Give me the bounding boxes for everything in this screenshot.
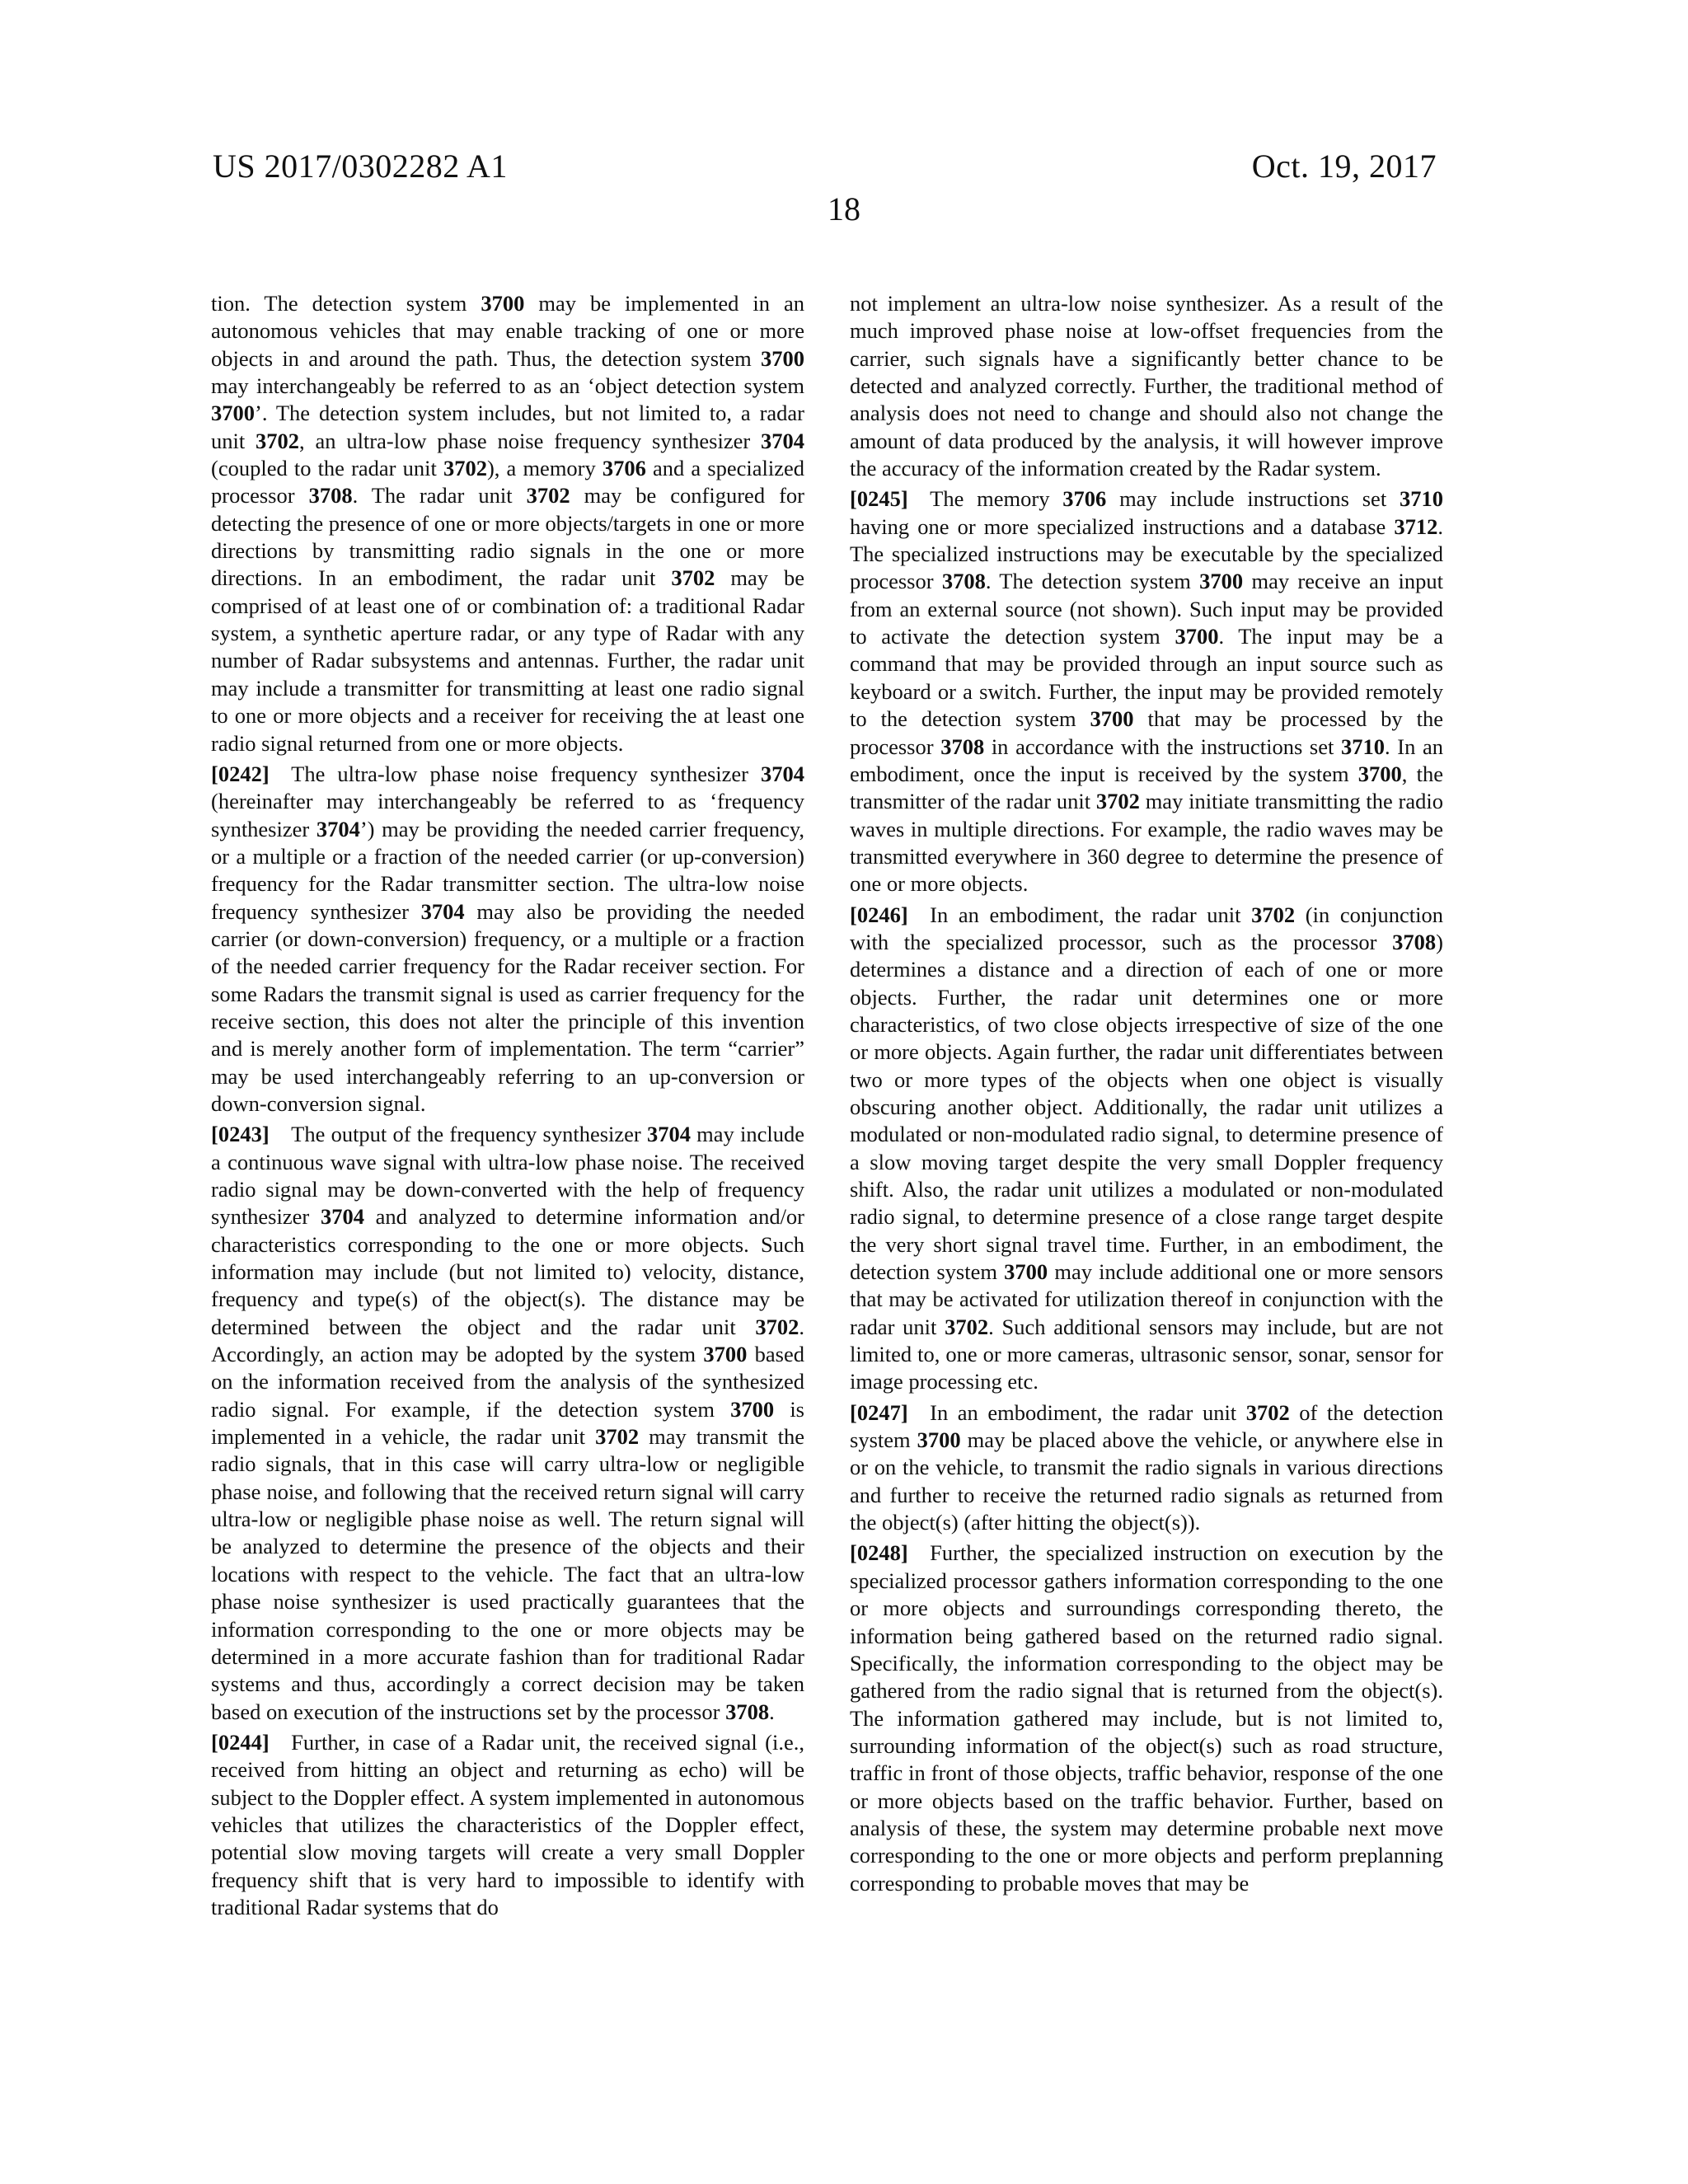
paragraph-text: In an embodiment, the radar unit 3702 of the detection system 3700 may be placed above the vehicle, or anywhere else in or on the vehicle, to transmit the radio signals in various directions and further to receive the returned radio signals as returned from the object(s) (after hitting the object(s)). [850,1399,1443,1535]
paragraph [850,290,1443,482]
paragraph [850,1399,1443,1537]
paragraph [850,1540,1443,1896]
paragraph-text: tion. The detection system 3700 may be implemented in an autonomous vehicles that may enable tracking of one or more objects in and around the path. Thus, the detection system 3700 may interchangeably be referred to as an ‘object detection system 3700’. The detection system includes, but not limited to, a radar unit 3702, an ultra-low phase noise frequency synthesizer 3704 (coupled to the radar unit 3702), a memory 3706 and a specialized processor 3708. The radar unit 3702 may be configured for detecting the presence of one or more objects/targets in one or more directions by transmitting radio signals in the one or more directions. In an embodiment, the radar unit 3702 may be comprised of at least one of or combination of: a traditional Radar system, a synthetic aperture radar, or any type of Radar with any number of Radar subsystems and antennas. Further, the radar unit may include a transmitter for transmitting at least one radio signal to one or more objects and a receiver for receiving the at least one radio signal returned from one or more objects. [211,291,804,756]
page-number: 18 [828,190,860,227]
paragraph-number: [0248] [850,1540,908,1566]
paragraph-text: The memory 3706 may include instructions set 3710 having one or more specialized instructions and a database 3712. The specialized instructions may be executable by the specialized processor 3708. The detection system 3700 may receive an input from an external source (not shown). Such input may be provided to activate the detection system 3700. The input may be a command that may be provided through an input source such as keyboard or a switch. Further, the input may be provided remotely to the detection system 3700 that may be processed by the processor 3708 in accordance with the instructions set 3710. In an embodiment, once the input is received by the system 3700, the transmitter of the radar unit 3702 may initiate transmitting the radio waves in multiple directions. For example, the radio waves may be transmitted everywhere in 360 degree to determine the presence of one or more objects. [850,486,1444,897]
paragraph [211,761,804,1118]
left-column [211,290,804,1924]
paragraph-text: The output of the frequency synthesizer 3704 may include a continuous wave signal with ultra-low phase noise. The received radio signal may be down-converted with the help of frequency synthesizer 3704 and analyzed to determine information and/or characteristics corresponding to the one or more objects. Such information may include (but not limited to) velocity, distance, frequency and type(s) of the object(s). The distance may be determined between the object and the radar unit 3702. Accordingly, an action may be adopted by the system 3700 based on the information received from the analysis of the synthesized radio signal. For example, if the detection system 3700 is implemented in a vehicle, the radar unit 3702 may transmit the radio signals, that in this case will carry ultra-low or negligible phase noise, and following that the received return signal will carry ultra-low or negligible phase noise as well. The return signal will be analyzed to determine the presence of the objects and their locations with respect to the vehicle. The fact that an ultra-low phase noise synthesizer is used practically guarantees that the information corresponding to the one or more objects may be determined in a more accurate fashion than for traditional Radar systems and thus, accordingly a correct decision may be taken based on execution of the instructions set by the processor 3708. [211,1122,805,1724]
paragraph [211,1729,804,1921]
paragraph-number: [0245] [850,486,908,512]
paragraph [850,902,1443,1396]
paragraph [211,290,804,757]
paragraph-number: [0244] [211,1729,270,1755]
publication-date: Oct. 19, 2017 [1251,148,1437,185]
paragraph-number: [0242] [211,761,270,786]
paragraph-number: [0243] [211,1122,270,1147]
paragraph-number: [0246] [850,902,908,927]
paragraph-text: In an embodiment, the radar unit 3702 (in conjunction with the specialized processor, such as the processor 3708) determines a distance and a direction of each of one or more objects. Further, the radar unit determines one or more characteristics, of two close objects irrespective of size of the one or more objects. Again further, the radar unit differentiates between two or more types of the objects when one object is visually obscuring another object. Additionally, the radar unit utilizes a modulated or non-modulated radio signal, to determine presence of a slow moving target despite the very small Doppler frequency shift. Also, the radar unit utilizes a modulated or non-modulated radio signal, to determine presence of a close range target despite the very short signal travel time. Further, in an embodiment, the detection system 3700 may include additional one or more sensors that may be activated for utilization thereof in conjunction with the radar unit 3702. Such additional sensors may include, but are not limited to, one or more cameras, ultrasonic sensor, sonar, sensor for image processing etc. [850,902,1443,1394]
paragraph [850,485,1443,898]
paragraph [211,1121,804,1726]
paragraph-number: [0247] [850,1399,908,1425]
publication-number: US 2017/0302282 A1 [213,148,508,185]
paragraph-text: not implement an ultra-low noise synthesizer. As a result of the much improved phase noise at low-offset frequencies from the carrier, such signals have a significantly better chance to be detected and analyzed correctly. Further, the traditional method of analysis does not need to change and should also not change the amount of data produced by the analysis, it will however improve the accuracy of the information created by the Radar system. [850,291,1443,481]
paragraph-text: Further, the specialized instruction on execution by the specialized processor gathers information corresponding to the one or more objects and surroundings corresponding thereto, the information being gathered based on the returned radio signal. Specifically, the information corresponding to the object may be gathered from the radio signal that is returned from the object(s). The information gathered may include, but is not limited to, surrounding information of the object(s) such as road structure, traffic in front of those objects, traffic behavior, response of the one or more objects based on the traffic behavior. Further, based on analysis of these, the system may determine probable next move corresponding to the one or more objects and perform preplanning corresponding to probable moves that may be [850,1540,1443,1896]
right-column [850,290,1443,1900]
paragraph-text: Further, in case of a Radar unit, the received signal (i.e., received from hitting an object and returning as echo) will be subject to the Doppler effect. A system implemented in autonomous vehicles that utilizes the characteristics of the Doppler effect, potential slow moving targets will create a very small Doppler frequency shift that is very hard to impossible to identify with traditional Radar systems that do [211,1729,804,1919]
paragraph-text: The ultra-low phase noise frequency synthesizer 3704 (hereinafter may interchangeably be referred to as ‘frequency synthesizer 3704’) may be providing the needed carrier frequency, or a multiple or a fraction of the needed carrier (or up-conversion) frequency for the Radar transmitter section. The ultra-low noise frequency synthesizer 3704 may also be providing the needed carrier (or down-conversion) frequency, or a multiple or a fraction of the needed carrier frequency for the Radar receiver section. For some Radars the transmit signal is used as carrier frequency for the receive section, this does not alter the principle of this invention and is merely another form of implementation. The term “carrier” may be used interchangeably referring to an up-conversion or down-conversion signal. [211,761,804,1116]
